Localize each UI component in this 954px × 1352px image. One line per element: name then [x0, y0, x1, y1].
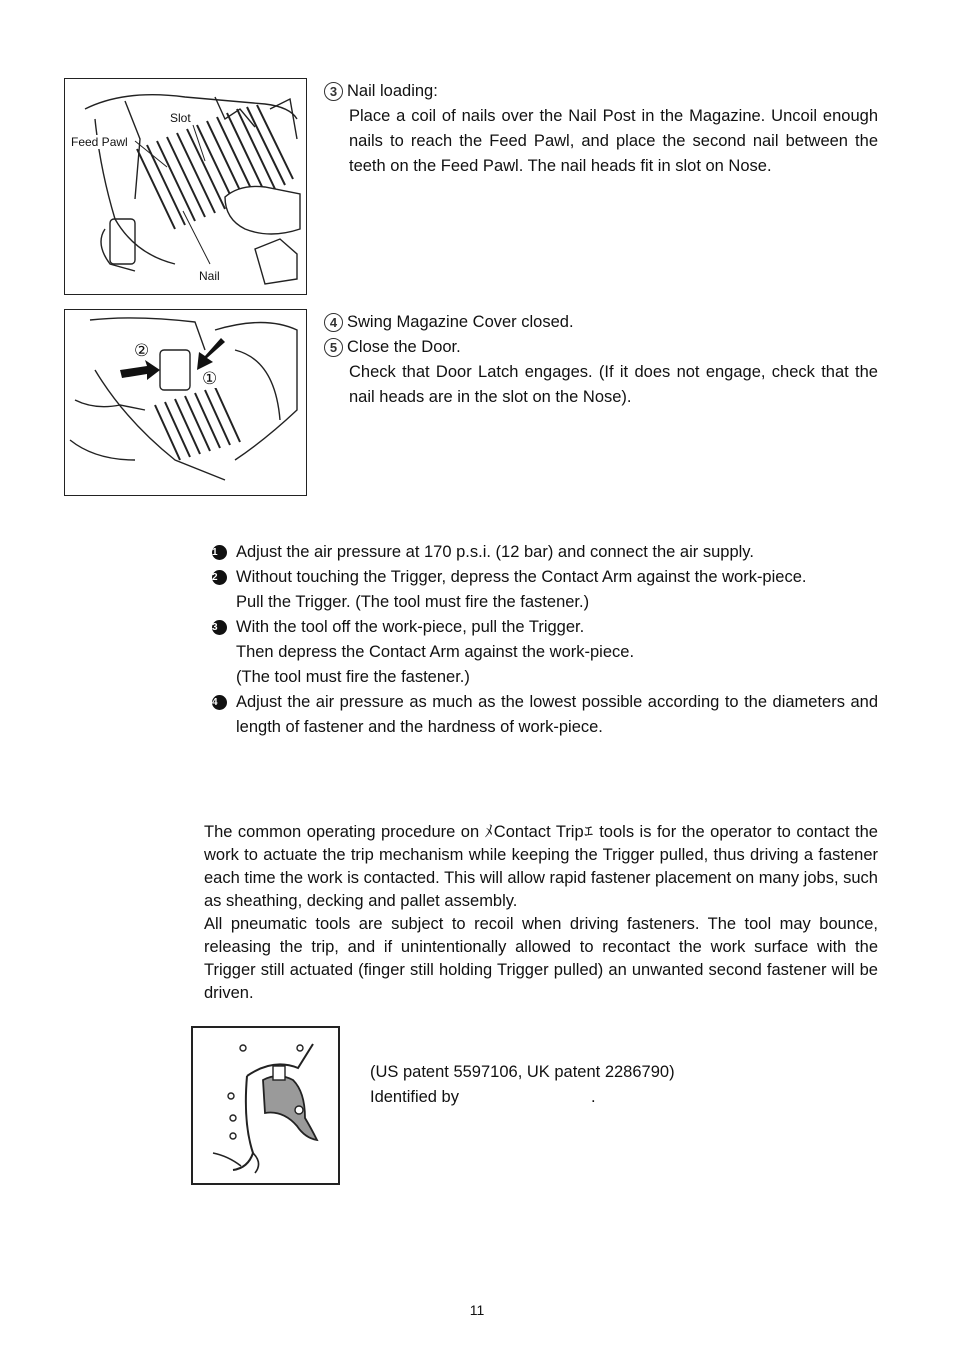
step-3-title: Nail loading: [347, 82, 438, 100]
trigger-illustration [191, 1026, 340, 1185]
close-cover-drawing [65, 310, 307, 496]
step-5-body: Check that Door Latch engages. (If it does not engage, check that the nail heads are in the slot on the Nose). [349, 363, 878, 406]
contact-trip-explanation [204, 821, 878, 1005]
check-item-4 [210, 690, 878, 740]
check-3-line-1: With the tool off the work-piece, pull the Trigger. [236, 618, 585, 636]
step-4-text: Swing Magazine Cover closed. [347, 313, 574, 331]
patent-numbers: (US patent 5597106, UK patent 2286790) [370, 1063, 675, 1081]
slot-label: Slot [170, 111, 191, 125]
identified-by-text: Identified by [370, 1088, 459, 1106]
operation-check-list [210, 540, 878, 740]
check-marker-2: 2 [212, 570, 227, 585]
check-2-line-1: Without touching the Trigger, depress the Contact Arm against the work-piece. [236, 568, 807, 586]
check-item-1 [210, 540, 878, 565]
trigger-drawing [193, 1028, 340, 1185]
paragraph-recoil: All pneumatic tools are subject to recoil when driving fasteners. The tool may bounce, releasing the trip, and if unintentionally allowed to recontact the work surface with the Trigger still actuated (finger still holding Trigger pulled) an unwanted second fastener will be driven. [204, 915, 878, 1002]
check-item-3 [210, 615, 878, 690]
check-1-line-1: Adjust the air pressure at 170 p.s.i. (12 bar) and connect the air supply. [236, 543, 754, 561]
check-3-line-3: (The tool must fire the fastener.) [236, 668, 470, 686]
check-marker-4: 4 [212, 695, 227, 710]
check-marker-1: 1 [212, 545, 227, 560]
steps-4-5 [324, 310, 878, 410]
patent-identified-line [370, 1085, 675, 1110]
step-3-body: Place a coil of nails over the Nail Post in the Magazine. Uncoil enough nails to reach the Feed Pawl, and place the second nail between the teeth on the Feed Pawl. The nail heads fit in slot on Nose. [349, 107, 878, 175]
step-4-number: 4 [324, 313, 343, 332]
check-marker-3: 3 [212, 620, 227, 635]
feed-pawl-label: Feed Pawl [71, 135, 128, 149]
step-5-text: Close the Door. [347, 338, 461, 356]
close-cover-illustration [64, 309, 307, 496]
patent-info [370, 1060, 675, 1110]
step-3-number: 3 [324, 82, 343, 101]
check-item-2 [210, 565, 878, 615]
page-number: 11 [469, 1302, 485, 1318]
paragraph-contact-trip: The common operating procedure on ﾒContact Tripｴ tools is for the operator to contact the work to actuate the trip mechanism while keeping the Trigger pulled, thus driving a fastener each time the work is contacted. This will allow rapid fastener placement on many jobs, such as sheathing, decking and pallet assembly. [204, 823, 878, 910]
check-3-line-2: Then depress the Contact Arm against the work-piece. [236, 643, 635, 661]
step-5-number: 5 [324, 338, 343, 357]
identified-by-period: . [590, 1088, 596, 1106]
check-2-line-2: Pull the Trigger. (The tool must fire the fastener.) [236, 593, 590, 611]
nail-label: Nail [199, 269, 220, 283]
check-4-line-1: Adjust the air pressure as much as the lowest possible according to the diameters and length of fastener and the hardness of work-piece. [236, 693, 878, 736]
step-3 [324, 79, 878, 179]
nail-loading-illustration [64, 78, 307, 295]
marker-2-label: ② [134, 341, 150, 360]
marker-1-label: ① [202, 369, 218, 388]
